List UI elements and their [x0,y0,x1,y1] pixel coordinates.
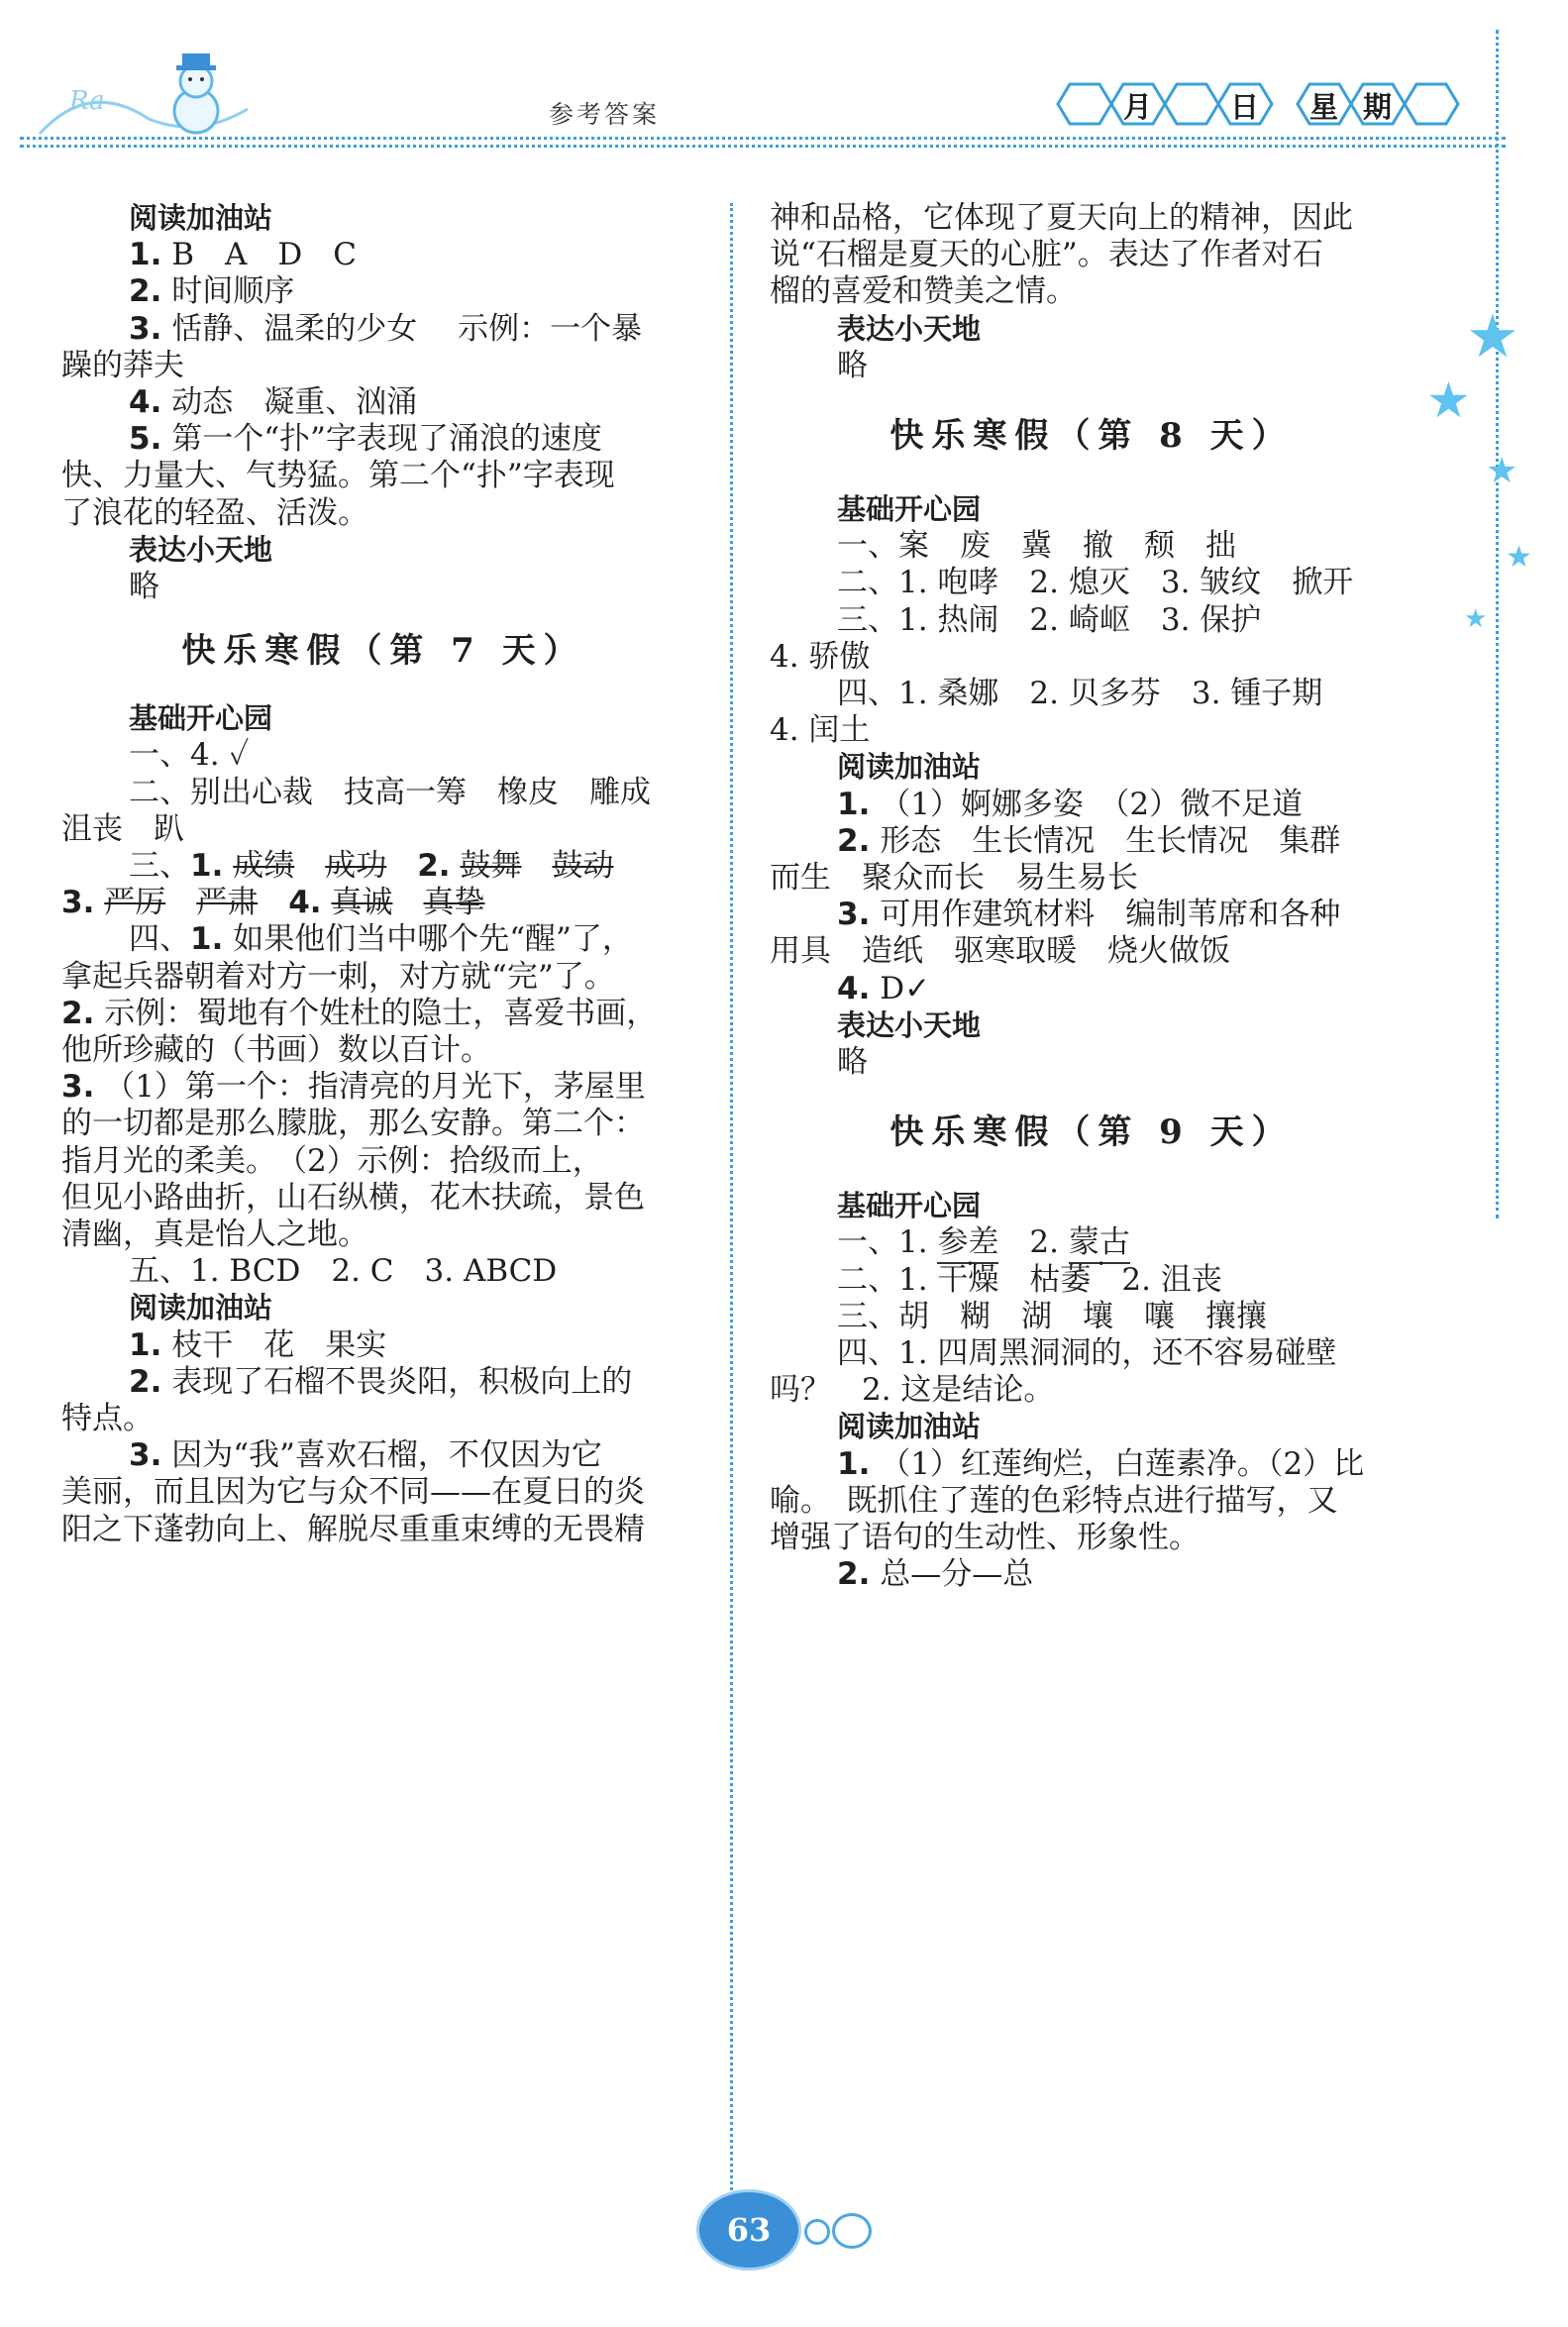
section-title: 阅读加油站 [129,1291,273,1325]
answer-text: 三、胡 糊 湖 壤 嚷 攘攘 [837,1298,1267,1334]
struck-word: 严肃 [196,885,259,921]
section-title: 基础开心园 [837,492,982,526]
header-title: 参考答案 [548,100,660,129]
section-heading [770,1407,981,1446]
star-icon: ★ [1426,371,1471,429]
answer-text: 榴的喜爱和赞美之情。 [770,273,1077,310]
week-label-1: 星 [1309,90,1339,124]
answer-number: 4. [129,384,162,420]
answer-line [770,1370,1054,1410]
answer-text: 恬静、温柔的少女 示例：一个暴 [161,310,643,347]
answer-text: （1）第一个：指清亮的月光下，茅屋里 [94,1069,646,1106]
answer-line [61,1141,603,1181]
answer-line [61,809,184,849]
answer-text: 阳之下蓬勃向上、解脱尽重重束缚的无畏精 [61,1511,645,1547]
answer-text: 喻。 既抓住了莲的色彩特点进行描写，又 [770,1482,1338,1519]
answer-text: 三、1. 热闹 2. 崎岖 3. 保护 [837,601,1262,638]
answer-text: 拿起兵器朝着对方一刺，对方就“完”了。 [61,958,615,995]
answer-text: 因为“我”喜欢石榴，不仅因为它 [161,1437,602,1474]
section-title: 基础开心园 [129,701,273,736]
answer-line [770,1333,1336,1373]
struck-word: 严厉 [104,885,166,921]
answer-text: 第一个“扑”字表现了涌浪的速度 [161,421,602,458]
answer-text: 示例：蜀地有个姓杜的隐士，喜爱书画， [94,995,658,1031]
answer-prefix: 2. [998,1224,1069,1261]
answer-line [770,969,930,1008]
answer-line [770,563,1353,602]
answer-line [61,1178,645,1217]
answer-line [770,198,1353,238]
section-title: 表达小天地 [837,1007,982,1042]
section-heading [770,747,981,787]
answer-text: 用具 造纸 驱寒取暖 烧火做饭 [770,933,1230,970]
answer-text: 四、1. 四周黑洞洞的，还不容易碰壁 [837,1335,1337,1371]
answer-text: 二、别出心裁 技高一筹 橡皮 雕成 [129,774,651,810]
section-title: 基础开心园 [837,1189,982,1223]
answer-line [61,1362,632,1402]
answer-number: 3. [61,885,95,921]
day-heading [770,1079,1413,1186]
answer-line [61,1251,557,1291]
answer-text: 四、1. 桑娜 2. 贝多芬 3. 锺子期 [837,676,1323,711]
answer-line [61,735,249,775]
answer-number: 2. [837,1556,871,1593]
bubble-icon [832,2213,872,2249]
answer-number: 3. [61,1069,95,1106]
day-title: 快乐寒假（第 9 天） [889,1112,1294,1153]
answer-line [61,309,642,349]
answer-text: 总—分—总 [870,1556,1034,1593]
answer-line [61,1215,368,1254]
answer-text: 特点。 [61,1401,154,1436]
section-title: 阅读加油站 [837,750,982,785]
struck-word: 成绩 [233,848,295,884]
answer-line [770,1518,1200,1557]
answer-text: 略 [129,569,159,604]
answer-line [61,271,294,311]
answer-line [61,994,657,1033]
section-heading [61,198,272,238]
answer-line [770,1297,1267,1336]
answer-text: 可用作建筑材料 编制苇席和各种 [870,897,1341,933]
emphasized-word: 参差 [937,1224,998,1264]
struck-word: 真挚 [423,885,485,921]
answer-prefix: 四、 [129,921,190,958]
answer-line [61,1399,154,1438]
answer-text: 如果他们当中哪个先“醒”了， [223,921,633,958]
answer-number: 2. [417,848,451,884]
answer-text: 略 [837,1044,868,1080]
answer-prefix: 三、 [129,848,190,884]
answer-number: 1. [837,1445,871,1482]
answer-line [61,773,651,812]
answer-line [61,1030,491,1070]
answer-text: 了浪花的轻盈、活泼。 [61,494,368,531]
answer-text: D✓ [870,970,931,1006]
answer-line [770,1222,1130,1262]
answer-line [770,785,1303,824]
answer-line [770,235,1323,274]
answer-line [61,419,602,459]
answer-text: B A D C [161,237,357,273]
answer-text: 一、4. ✓ [129,737,250,774]
answer-text: 的一切都是那么朦胧，那么安静。第二个： [61,1106,645,1142]
day-label: 日 [1230,90,1260,124]
answer-line [61,919,633,959]
svg-text:Ra: Ra [69,86,105,116]
star-icon: ★ [1486,451,1518,491]
answer-text: 4. 骄傲 [770,638,871,675]
answer-number: 3. [837,897,871,933]
answer-number: 1. [190,921,224,958]
answer-text: 4. 闰土 [770,712,871,749]
answer-line [770,1260,1222,1300]
day-title: 快乐寒假（第 7 天） [181,631,585,672]
answer-line [770,1554,1033,1594]
section-title: 表达小天地 [837,311,982,346]
answer-number: 1. [190,848,224,884]
answer-text: 清幽，真是怡人之地。 [61,1216,368,1252]
answer-text: 指月光的柔美。 （2）示例：拾级而上， [61,1142,603,1179]
answer-line [770,346,868,385]
answer-line [61,883,484,922]
struck-word: 鼓动 [552,848,614,884]
answer-line [770,858,1138,898]
section-heading [61,1288,272,1327]
answer-number: 2. [837,822,871,859]
answer-number: 3. [129,1437,162,1474]
answer-line [61,1104,645,1143]
answer-text: 吗？ 2. 这是结论。 [770,1372,1055,1409]
answer-text: 美丽，而且因为它与众不同——在夏日的炎 [61,1474,645,1511]
answer-text: 说“石榴是夏天的心脏”。表达了作者对石 [770,237,1323,273]
answer-line [61,1325,386,1365]
answer-text: （1）红莲绚烂，白莲素净。（2）比 [870,1445,1365,1482]
section-heading [61,698,272,738]
answer-number: 1. [129,237,162,273]
snowman-icon [30,40,258,149]
answer-line [770,637,870,677]
star-icon: ★ [1466,302,1519,371]
answer-line [61,1472,645,1512]
answer-line [61,846,613,886]
date-box-icon [1050,79,1476,129]
answer-text: 二、1. 干燥 枯萎 2. 沮丧 [837,1261,1222,1298]
section-heading [770,489,981,529]
answer-line [61,493,368,533]
answer-text: 动态 凝重、汹涌 [161,384,418,420]
answer-text: 二、1. 咆哮 2. 熄灭 3. 皱纹 掀开 [837,565,1354,601]
month-label: 月 [1123,90,1153,124]
bubble-icon [804,2219,830,2245]
week-label-2: 期 [1363,90,1393,124]
answer-line [770,710,870,750]
answer-line [770,1042,868,1082]
answer-text: 快、力量大、气势猛。第二个“扑”字表现 [61,458,615,494]
star-icon: ★ [1464,604,1488,634]
day-heading [61,603,705,698]
answer-text: 略 [837,347,868,383]
answer-text: 枝干 花 果实 [161,1326,387,1363]
answer-line [770,526,1236,566]
day-title: 快乐寒假（第 8 天） [889,416,1294,456]
answer-text: 一、案 废 冀 撤 颓 拙 [837,528,1236,565]
answer-number: 2. [129,1363,162,1400]
struck-word: 鼓舞 [460,848,522,884]
star-icon: ★ [1506,540,1532,575]
answer-number: 1. [129,1326,162,1363]
answer-line [61,957,615,997]
answer-line [770,931,1230,971]
answer-number: 5. [129,421,162,458]
answer-number: 2. [129,273,162,310]
answer-text: 沮丧 趴 [61,810,184,847]
section-heading [61,530,272,570]
answer-line [61,235,357,274]
answer-number: 2. [61,995,95,1031]
answer-number: 3. [129,310,162,347]
answer-text: 但见小路曲折，山石纵横，花木扶疏，景色 [61,1179,645,1216]
answer-text: 表现了石榴不畏炎阳，积极向上的 [161,1363,633,1400]
answer-line [61,382,417,422]
answer-text: 他所珍藏的（书画）数以百计。 [61,1032,491,1068]
answer-line [770,600,1261,640]
answer-number: 1. [837,786,871,822]
answer-line [61,456,615,495]
answer-text: 增强了语句的生动性、形象性。 [770,1520,1200,1555]
answer-text: 形态 生长情况 生长情况 集群 [870,822,1341,859]
answer-line [61,1510,645,1549]
answer-line [770,1444,1364,1484]
header-dotted-line-2 [20,145,1506,148]
page-number: 63 [696,2189,801,2271]
answer-line [770,1481,1338,1521]
section-title: 阅读加油站 [129,201,273,235]
section-heading [770,1186,981,1225]
section-title: 阅读加油站 [837,1410,982,1444]
section-heading [770,309,981,349]
answer-text: 五、1. BCD 2. C 3. ABCD [129,1253,558,1290]
section-title: 表达小天地 [129,532,273,567]
answer-text: （1）婀娜多姿 （2）微不足道 [870,786,1304,822]
day-heading [770,382,1413,489]
emphasized-word: 蒙古 [1069,1224,1130,1264]
answer-text: 时间顺序 [161,273,295,310]
answer-prefix: 一、1. [837,1224,938,1261]
page-header [0,0,1568,168]
answer-line [61,567,159,606]
answer-number: 4. [837,970,871,1006]
answer-line [61,1067,646,1107]
answer-line [61,1435,602,1475]
right-margin-dotted-line [1496,30,1499,1218]
answer-line [770,674,1322,713]
answer-line [770,821,1340,861]
answer-line [770,271,1077,311]
answer-line [61,346,184,385]
answer-text: 神和品格，它体现了夏天向上的精神，因此 [770,200,1353,236]
header-dotted-line [20,137,1506,140]
section-heading [770,1005,981,1045]
answer-text: 而生 聚众而长 易生易长 [770,860,1138,896]
answer-line [770,895,1340,934]
struck-word: 成功 [325,848,387,884]
column-divider [730,203,733,2214]
struck-word: 真诚 [331,885,393,921]
answer-text: 躁的莽夫 [61,347,184,383]
answer-number: 4. [288,885,322,921]
